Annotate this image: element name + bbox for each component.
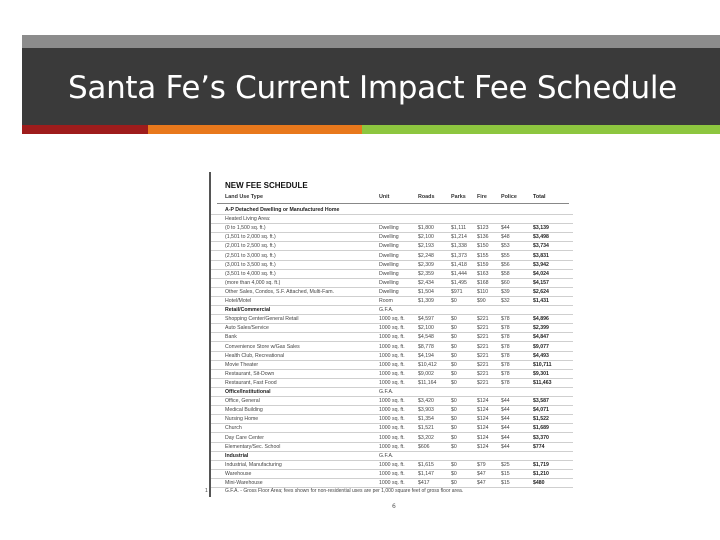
cell-use: (3,501 to 4,000 sq. ft.): [225, 270, 276, 277]
cell-unit: 1000 sq. ft.: [379, 480, 405, 486]
cell-unit: 1000 sq. ft.: [379, 343, 405, 350]
table-row: [211, 370, 573, 379]
cell-roads: $1,615: [418, 461, 434, 468]
cell-total: $480: [533, 480, 545, 486]
accent-stripe-green: [362, 125, 720, 134]
cell-police: $78: [501, 361, 510, 368]
cell-fire: $47: [477, 470, 486, 477]
cell-total: $1,689: [533, 425, 549, 432]
cell-total: $4,847: [533, 334, 549, 341]
cell-unit: 1000 sq. ft.: [379, 407, 405, 414]
cell-police: $44: [501, 425, 510, 432]
cell-total: $9,077: [533, 343, 549, 350]
cell-unit: Dwelling: [379, 252, 399, 259]
cell-use: Restaurant, Sit-Down: [225, 370, 275, 377]
cell-parks: $971: [451, 288, 463, 295]
cell-fire: $124: [477, 416, 489, 423]
cell-total: $4,157: [533, 279, 549, 286]
table-row: [211, 270, 573, 279]
cell-parks: $0: [451, 343, 457, 350]
cell-police: $25: [501, 461, 510, 468]
cell-fire: $221: [477, 361, 489, 368]
cell-roads: $417: [418, 480, 430, 486]
cell-fire: $124: [477, 434, 489, 441]
cell-unit: G.F.A.: [379, 452, 394, 459]
table-row: [211, 333, 573, 342]
table-row: [211, 306, 573, 315]
cell-unit: 1000 sq. ft.: [379, 416, 405, 423]
header-police: Police: [501, 194, 517, 200]
cell-total: $11,463: [533, 379, 552, 386]
cell-roads: $4,548: [418, 334, 434, 341]
cell-use: Health Club, Recreational: [225, 352, 285, 359]
cell-fire: $124: [477, 398, 489, 405]
cell-parks: $0: [451, 434, 457, 441]
cell-parks: $1,338: [451, 243, 467, 250]
cell-parks: $0: [451, 352, 457, 359]
cell-unit: Dwelling: [379, 270, 399, 277]
cell-unit: Dwelling: [379, 279, 399, 286]
cell-parks: $1,111: [451, 225, 467, 232]
table-row: [211, 343, 573, 352]
cell-parks: $0: [451, 334, 457, 341]
table-row: [211, 261, 573, 270]
cell-police: $78: [501, 370, 510, 377]
cell-police: $60: [501, 279, 510, 286]
cell-parks: $0: [451, 407, 457, 414]
cell-police: $44: [501, 443, 510, 450]
table-row: [211, 206, 573, 215]
cell-unit: 1000 sq. ft.: [379, 434, 405, 441]
fee-schedule-title: NEW FEE SCHEDULE: [225, 181, 308, 190]
cell-roads: $2,100: [418, 325, 434, 332]
cell-police: $58: [501, 270, 510, 277]
cell-fire: $221: [477, 379, 489, 386]
cell-total: $3,498: [533, 234, 549, 241]
cell-roads: $3,420: [418, 398, 434, 405]
cell-unit: G.F.A.: [379, 307, 394, 314]
cell-parks: $0: [451, 461, 457, 468]
cell-roads: $2,248: [418, 252, 434, 259]
table-row: [211, 406, 573, 415]
cell-use: (0 to 1,500 sq. ft.): [225, 225, 266, 232]
cell-fire: $221: [477, 352, 489, 359]
slide-top-bar: [22, 35, 720, 48]
footnote-mark: 1: [205, 488, 208, 494]
cell-fire: $124: [477, 407, 489, 414]
cell-use: Other Sales, Condos, S.F. Attached, Multi-Fam.: [225, 288, 334, 295]
table-row: [211, 434, 573, 443]
cell-roads: $606: [418, 443, 430, 450]
cell-roads: $2,193: [418, 243, 434, 250]
cell-fire: $168: [477, 279, 489, 286]
cell-unit: 1000 sq. ft.: [379, 361, 405, 368]
cell-fire: $124: [477, 443, 489, 450]
table-row: [211, 297, 573, 306]
cell-roads: $2,100: [418, 234, 434, 241]
cell-use: Heated Living Area:: [225, 216, 271, 223]
cell-total: $1,210: [533, 470, 549, 477]
header-total: Total: [533, 194, 546, 200]
cell-unit: 1000 sq. ft.: [379, 443, 405, 450]
slide-title: Santa Fe’s Current Impact Fee Schedule: [68, 70, 677, 106]
cell-total: $774: [533, 443, 545, 450]
cell-police: $55: [501, 252, 510, 259]
cell-unit: 1000 sq. ft.: [379, 470, 405, 477]
cell-police: $39: [501, 288, 510, 295]
cell-fire: $79: [477, 461, 486, 468]
header-parks: Parks: [451, 194, 466, 200]
cell-unit: 1000 sq. ft.: [379, 325, 405, 332]
cell-use: (3,001 to 3,500 sq. ft.): [225, 261, 276, 268]
cell-fire: $90: [477, 298, 486, 304]
table-row: [211, 215, 573, 224]
cell-use: Movie Theater: [225, 361, 259, 368]
cell-parks: $0: [451, 325, 457, 332]
table-row: [211, 233, 573, 242]
cell-unit: 1000 sq. ft.: [379, 398, 405, 405]
table-row: [211, 479, 573, 488]
cell-total: $2,399: [533, 325, 549, 332]
cell-total: $4,024: [533, 270, 549, 277]
cell-use: Hotel/Motel: [225, 298, 252, 304]
cell-use: (2,501 to 3,000 sq. ft.): [225, 252, 276, 259]
cell-parks: $0: [451, 379, 457, 386]
cell-total: $3,831: [533, 252, 549, 259]
cell-parks: $1,214: [451, 234, 467, 241]
table-row: [211, 279, 573, 288]
table-row: [211, 443, 573, 452]
table-row: [211, 224, 573, 233]
cell-unit: 1000 sq. ft.: [379, 352, 405, 359]
cell-fire: $47: [477, 480, 486, 486]
cell-fire: $163: [477, 270, 489, 277]
cell-unit: Dwelling: [379, 288, 399, 295]
cell-unit: G.F.A.: [379, 389, 394, 395]
cell-total: $1,431: [533, 298, 549, 304]
table-header-row: [211, 194, 573, 203]
cell-police: $78: [501, 379, 510, 386]
cell-parks: $1,418: [451, 261, 467, 268]
cell-roads: $4,194: [418, 352, 434, 359]
cell-fire: $221: [477, 316, 489, 323]
cell-police: $53: [501, 243, 510, 250]
cell-use: Elementary/Sec. School: [225, 443, 281, 450]
cell-roads: $11,164: [418, 379, 437, 386]
cell-parks: $0: [451, 316, 457, 323]
cell-police: $44: [501, 416, 510, 423]
cell-fire: $155: [477, 252, 489, 259]
cell-fire: $110: [477, 288, 489, 295]
header-unit: Unit: [379, 194, 390, 200]
cell-total: $9,301: [533, 370, 549, 377]
table-row: [211, 379, 573, 388]
cell-use: Nursing Home: [225, 416, 259, 423]
cell-parks: $0: [451, 398, 457, 405]
table-row: [211, 415, 573, 424]
cell-unit: Dwelling: [379, 225, 399, 232]
cell-roads: $3,903: [418, 407, 434, 414]
cell-use: Office/Institutional: [225, 389, 271, 395]
cell-total: $3,139: [533, 225, 549, 232]
cell-fire: $221: [477, 325, 489, 332]
cell-police: $56: [501, 261, 510, 268]
cell-use: Retail/Commercial: [225, 307, 271, 314]
cell-unit: 1000 sq. ft.: [379, 316, 405, 323]
table-row: [211, 361, 573, 370]
cell-use: Bank: [225, 334, 237, 341]
table-row: [211, 324, 573, 333]
cell-fire: $123: [477, 225, 489, 232]
table-row: [211, 388, 573, 397]
cell-parks: $1,495: [451, 279, 467, 286]
cell-unit: 1000 sq. ft.: [379, 370, 405, 377]
cell-unit: 1000 sq. ft.: [379, 425, 405, 432]
cell-use: Industrial: [225, 452, 249, 459]
cell-police: $78: [501, 343, 510, 350]
cell-police: $48: [501, 234, 510, 241]
cell-use: (1,501 to 2,000 sq. ft.): [225, 234, 276, 241]
cell-police: $44: [501, 407, 510, 414]
cell-police: $44: [501, 434, 510, 441]
cell-use: Industrial, Manufacturing: [225, 461, 282, 468]
cell-roads: $2,359: [418, 270, 434, 277]
cell-use: (2,001 to 2,500 sq. ft.): [225, 243, 276, 250]
header-fire: Fire: [477, 194, 487, 200]
cell-total: $2,624: [533, 288, 549, 295]
header-divider: [217, 203, 569, 204]
fee-schedule-document: [205, 172, 573, 497]
cell-police: $44: [501, 398, 510, 405]
cell-total: $3,587: [533, 398, 549, 405]
cell-roads: $1,354: [418, 416, 434, 423]
cell-total: $4,493: [533, 352, 549, 359]
header-land-use: Land Use Type: [225, 194, 263, 200]
cell-police: $44: [501, 225, 510, 232]
cell-use: Restaurant, Fast Food: [225, 379, 277, 386]
table-row: [211, 352, 573, 361]
cell-use: Office, General: [225, 398, 260, 405]
cell-roads: $1,309: [418, 298, 434, 304]
cell-roads: $1,521: [418, 425, 434, 432]
cell-fire: $221: [477, 370, 489, 377]
table-row: [211, 252, 573, 261]
cell-use: Shopping Center/General Retail: [225, 316, 299, 323]
cell-use: Warehouse: [225, 470, 252, 477]
cell-unit: Room: [379, 298, 393, 304]
cell-parks: $1,444: [451, 270, 467, 277]
cell-use: Auto Sales/Service: [225, 325, 269, 332]
cell-total: $3,942: [533, 261, 549, 268]
cell-roads: $1,147: [418, 470, 434, 477]
cell-roads: $9,002: [418, 370, 434, 377]
cell-total: $4,071: [533, 407, 549, 414]
cell-total: $1,719: [533, 461, 549, 468]
cell-unit: Dwelling: [379, 261, 399, 268]
cell-parks: $1,373: [451, 252, 467, 259]
cell-total: $3,370: [533, 434, 549, 441]
footnote-text: G.F.A. - Gross Floor Area; fees shown for non-residential uses are per 1,000 square feet of gross floor area.: [225, 488, 464, 494]
cell-use: Mini-Warehouse: [225, 480, 263, 486]
cell-parks: $0: [451, 480, 457, 486]
table-row: [211, 315, 573, 324]
cell-use: Church: [225, 425, 242, 432]
cell-unit: Dwelling: [379, 234, 399, 241]
cell-unit: 1000 sq. ft.: [379, 379, 405, 386]
cell-fire: $221: [477, 343, 489, 350]
cell-unit: Dwelling: [379, 243, 399, 250]
cell-unit: 1000 sq. ft.: [379, 334, 405, 341]
table-row: [211, 242, 573, 251]
cell-unit: 1000 sq. ft.: [379, 461, 405, 468]
cell-use: A-P Detached Dwelling or Manufactured Home: [225, 207, 340, 213]
cell-use: Convenience Store w/Gas Sales: [225, 343, 300, 350]
cell-police: $78: [501, 334, 510, 341]
cell-parks: $0: [451, 370, 457, 377]
cell-fire: $136: [477, 234, 489, 241]
cell-police: $78: [501, 325, 510, 332]
cell-parks: $0: [451, 298, 457, 304]
cell-police: $78: [501, 316, 510, 323]
cell-roads: $2,309: [418, 261, 434, 268]
cell-fire: $150: [477, 243, 489, 250]
cell-roads: $1,504: [418, 288, 434, 295]
cell-total: $3,734: [533, 243, 549, 250]
cell-fire: $124: [477, 425, 489, 432]
accent-stripe-orange: [148, 125, 362, 134]
cell-parks: $0: [451, 443, 457, 450]
table-row: [211, 288, 573, 297]
cell-roads: $1,800: [418, 225, 434, 232]
cell-roads: $2,434: [418, 279, 434, 286]
cell-fire: $159: [477, 261, 489, 268]
cell-total: $10,711: [533, 361, 552, 368]
cell-total: $4,896: [533, 316, 549, 323]
table-row: [211, 452, 573, 461]
cell-parks: $0: [451, 425, 457, 432]
cell-fire: $221: [477, 334, 489, 341]
table-row: [211, 397, 573, 406]
cell-roads: $8,778: [418, 343, 434, 350]
cell-police: $15: [501, 470, 510, 477]
cell-police: $78: [501, 352, 510, 359]
cell-parks: $0: [451, 470, 457, 477]
cell-police: $32: [501, 298, 510, 304]
cell-use: Day Care Center: [225, 434, 264, 441]
cell-parks: $0: [451, 361, 457, 368]
table-row: [211, 461, 573, 470]
accent-stripe-red: [22, 125, 148, 134]
page-number: 6: [392, 503, 396, 510]
table-row: [211, 424, 573, 433]
cell-roads: $10,412: [418, 361, 437, 368]
cell-total: $1,522: [533, 416, 549, 423]
cell-use: (more than 4,000 sq. ft.): [225, 279, 281, 286]
cell-roads: $3,202: [418, 434, 434, 441]
cell-use: Medical Building: [225, 407, 263, 414]
cell-parks: $0: [451, 416, 457, 423]
header-roads: Roads: [418, 194, 435, 200]
cell-roads: $4,597: [418, 316, 434, 323]
table-row: [211, 470, 573, 479]
cell-police: $15: [501, 480, 510, 486]
